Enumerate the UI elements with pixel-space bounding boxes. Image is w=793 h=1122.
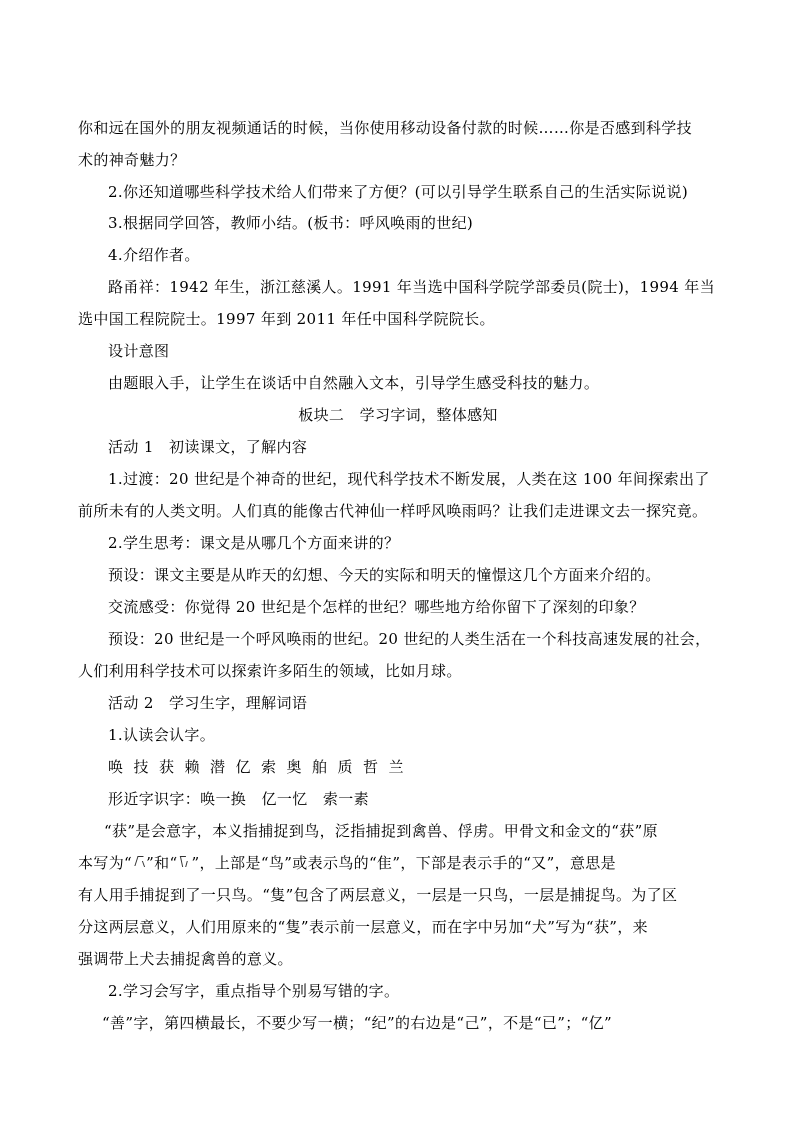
glyph-line-text: ”，上部是“鸟”或表示鸟的“隹”，下部是表示手的“又”，意思是 <box>191 854 617 872</box>
paragraph-line: 前所未有的人类文明。人们真的能像古代神仙一样呼风唤雨吗？让我们走进课文去一探究竟。 <box>78 502 708 520</box>
glyph-line-text: 本写为“ <box>78 854 133 872</box>
paragraph-line: “获”是会意字，本义指捕捉到鸟，泛指捕捉到禽兽、俘虏。甲骨文和金文的“获”原 <box>104 822 658 840</box>
paragraph-line: 选中国工程院院士。1997 年到 2011 年任中国科学院院长。 <box>78 310 495 328</box>
paragraph-line: 1.认读会认字。 <box>108 726 216 744</box>
section-heading: 板块二 学习字词，整体感知 <box>298 406 498 424</box>
paragraph-line: 有人用手捕捉到了一只鸟。“隻”包含了两层意义，一层是一只鸟，一层是捕捉鸟。为了区 <box>78 886 678 904</box>
paragraph-line: 强调带上犬去捕捉禽兽的意义。 <box>78 950 293 968</box>
paragraph-line: 路甬祥：1942 年生，浙江慈溪人。1991 年当选中国科学院学部委员(院士)，1994 年当 <box>108 278 715 296</box>
paragraph-line: 人们利用科学技术可以探索许多陌生的领域，比如月球。 <box>78 662 462 680</box>
section-label: 设计意图 <box>108 342 170 360</box>
paragraph-line: 形近字识字：唤一换 亿一忆 索一素 <box>108 790 369 808</box>
paragraph-line: 4.介绍作者。 <box>108 246 200 264</box>
activity-heading: 活动 1 初读课文，了解内容 <box>108 438 308 456</box>
glyph-line-text: ”和“ <box>146 854 178 872</box>
paragraph-line: 由题眼入手，让学生在谈话中自然融入文本，引导学生感受科技的魅力。 <box>108 374 600 392</box>
paragraph-line: “善”字，第四横最长，不要少写一横；“纪”的右边是“己”，不是“已”；“亿” <box>102 1014 612 1032</box>
paragraph-line: 分这两层意义，人们用原来的“隻”表示前一层意义，而在字中另加“犬”写为“获”，来 <box>78 918 649 936</box>
paragraph-line: 交流感受：你觉得 20 世纪是个怎样的世纪？哪些地方给你留下了深刻的印象？ <box>108 598 645 616</box>
paragraph-line: 2.学习会写字，重点指导个别易写错的字。 <box>108 982 400 1000</box>
activity-heading: 活动 2 学习生字，理解词语 <box>108 694 308 712</box>
paragraph-line: 术的神奇魅力？ <box>78 151 186 169</box>
paragraph-line: 3.根据同学回答，教师小结。(板书：呼风唤雨的世纪) <box>108 214 474 232</box>
oracle-bone-huo-glyph <box>133 855 145 870</box>
paragraph-line: 1.过渡：20 世纪是个神奇的世纪，现代科学技术不断发展，人类在这 100 年间探索出了 <box>108 470 710 488</box>
paragraph-line: 2.学生思考：课文是从哪几个方面来讲的？ <box>108 534 400 552</box>
paragraph-line: 预设：20 世纪是一个呼风唤雨的世纪。20 世纪的人类生活在一个科技高速发展的社会， <box>108 630 711 648</box>
bronze-huo-glyph <box>178 855 190 870</box>
paragraph-line: 预设：课文主要是从昨天的幻想、今天的实际和明天的憧憬这几个方面来介绍的。 <box>108 566 661 584</box>
character-list: 唤技获赖潜亿索奥舶质哲兰 <box>108 758 415 776</box>
paragraph-line-with-glyphs <box>78 853 718 873</box>
paragraph-line: 你和远在国外的朋友视频通话的时候，当你使用移动设备付款的时候……你是否感到科学技 <box>78 119 693 137</box>
paragraph-line: 2.你还知道哪些科学技术给人们带来了方便？(可以引导学生联系自己的生活实际说说) <box>108 183 689 201</box>
